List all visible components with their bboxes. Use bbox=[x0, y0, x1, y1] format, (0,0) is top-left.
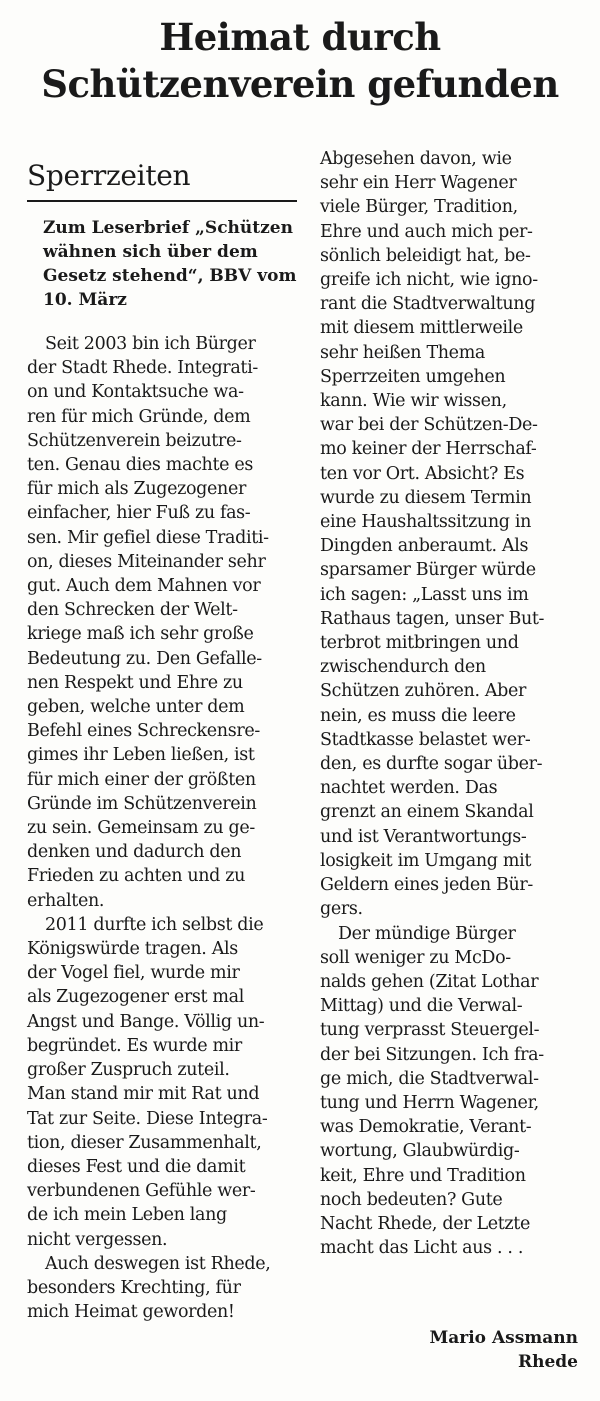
author-name: Mario Assmann bbox=[429, 1328, 578, 1348]
author-city: Rhede bbox=[517, 1352, 578, 1372]
letter-reference-subhead: Zum Leserbrief „Schützen wähnen sich über dem Gesetz stehend“, BBV vom 10. März bbox=[43, 218, 297, 310]
paragraph: Der mündige Bürger soll weniger zu McDo- nalds gehen (Zitat Lothar Mittag) und die Verwal- tung verprasst Steuergel- der bei Sitzungen. Ich fra- ge mich, die Stadtverwal- tung und Herrn Wagener, was Demokratie, Verant- wortung, Glaubwürdig- keit, Ehre und Tradition noch bedeuten? Gute Nacht Rhede, der Letzte macht das Licht aus . . . bbox=[320, 923, 544, 1259]
paragraph: Auch deswegen ist Rhede, besonders Krechting, für mich Heimat geworden! bbox=[27, 1253, 271, 1323]
paragraph: Abgesehen davon, wie sehr ein Herr Wagener viele Bürger, Tradition, Ehre und auch mich per- sönlich beleidigt hat, be- greife ich nicht, wie igno- rant die Stadtverwaltung mit diesem mittlerweile sehr heißen Thema Sperrzeiten umgehen kann. Wie wir wissen, war bei der Schützen-De- mo keiner der Herrschaf- ten vor Ort. Absicht? Es wurde zu diesem Termin eine Haushaltssitzung in Dingden anberaumt. Als sparsamer Bürger würde ich sagen: „Lasst uns im Rathaus tagen, unser But- terbrot mitbringen und zwischendurch den Schützen zuhören. Aber nein, es muss die leere Stadtkasse belastet wer- den, es durfte sogar über- nachtet werden. Das grenzt an einem Skandal und ist Verantwortungs- losigkeit im Umgang mit Geldern eines jeden Bür- gers. bbox=[320, 149, 545, 920]
section-kicker: Sperrzeiten bbox=[27, 158, 297, 202]
paragraph: Seit 2003 bin ich Bürger der Stadt Rhede. Integrati- on und Kontaktsuche wa- ren für mich Gründe, dem Schützenverein beizutre- ten. Genau dies machte es für mich als Zugezogener einfacher, hier Fuß zu fas- sen. Mir gefiel diese Traditi- on, dieses Miteinander sehr gut. Auch dem Mahnen vor den Schrecken der Welt- kriege maß ich sehr große Bedeutung zu. Den Gefalle- nen Respekt und Ehre zu geben, welche unter dem Befehl eines Schreckensre- gimes ihr Leben ließen, ist für mich einer der größten Gründe im Schützenverein zu sein. Gemeinsam zu ge- denken und dadurch den Frieden zu achten und zu erhalten. bbox=[27, 334, 269, 911]
paragraph: 2011 durfte ich selbst die Königswürde tragen. Als der Vogel fiel, wurde mir als Zugezogener erst mal Angst und Bange. Völlig un- begründet. Es wurde mir großer Zuspruch zuteil. Man stand mir mit Rat und Tat zur Seite. Diese Integra- tion, dieser Zusammenhalt, dieses Fest und die damit verbundenen Gefühle wer- de ich mein Leben lang nicht vergessen. bbox=[27, 914, 268, 1250]
headline-line-1: Heimat durch bbox=[159, 15, 441, 59]
author-signature bbox=[429, 1326, 578, 1374]
left-column bbox=[27, 158, 297, 1324]
headline bbox=[0, 14, 600, 108]
right-column bbox=[320, 147, 582, 1260]
headline-line-2: Schützenverein gefunden bbox=[41, 62, 559, 106]
